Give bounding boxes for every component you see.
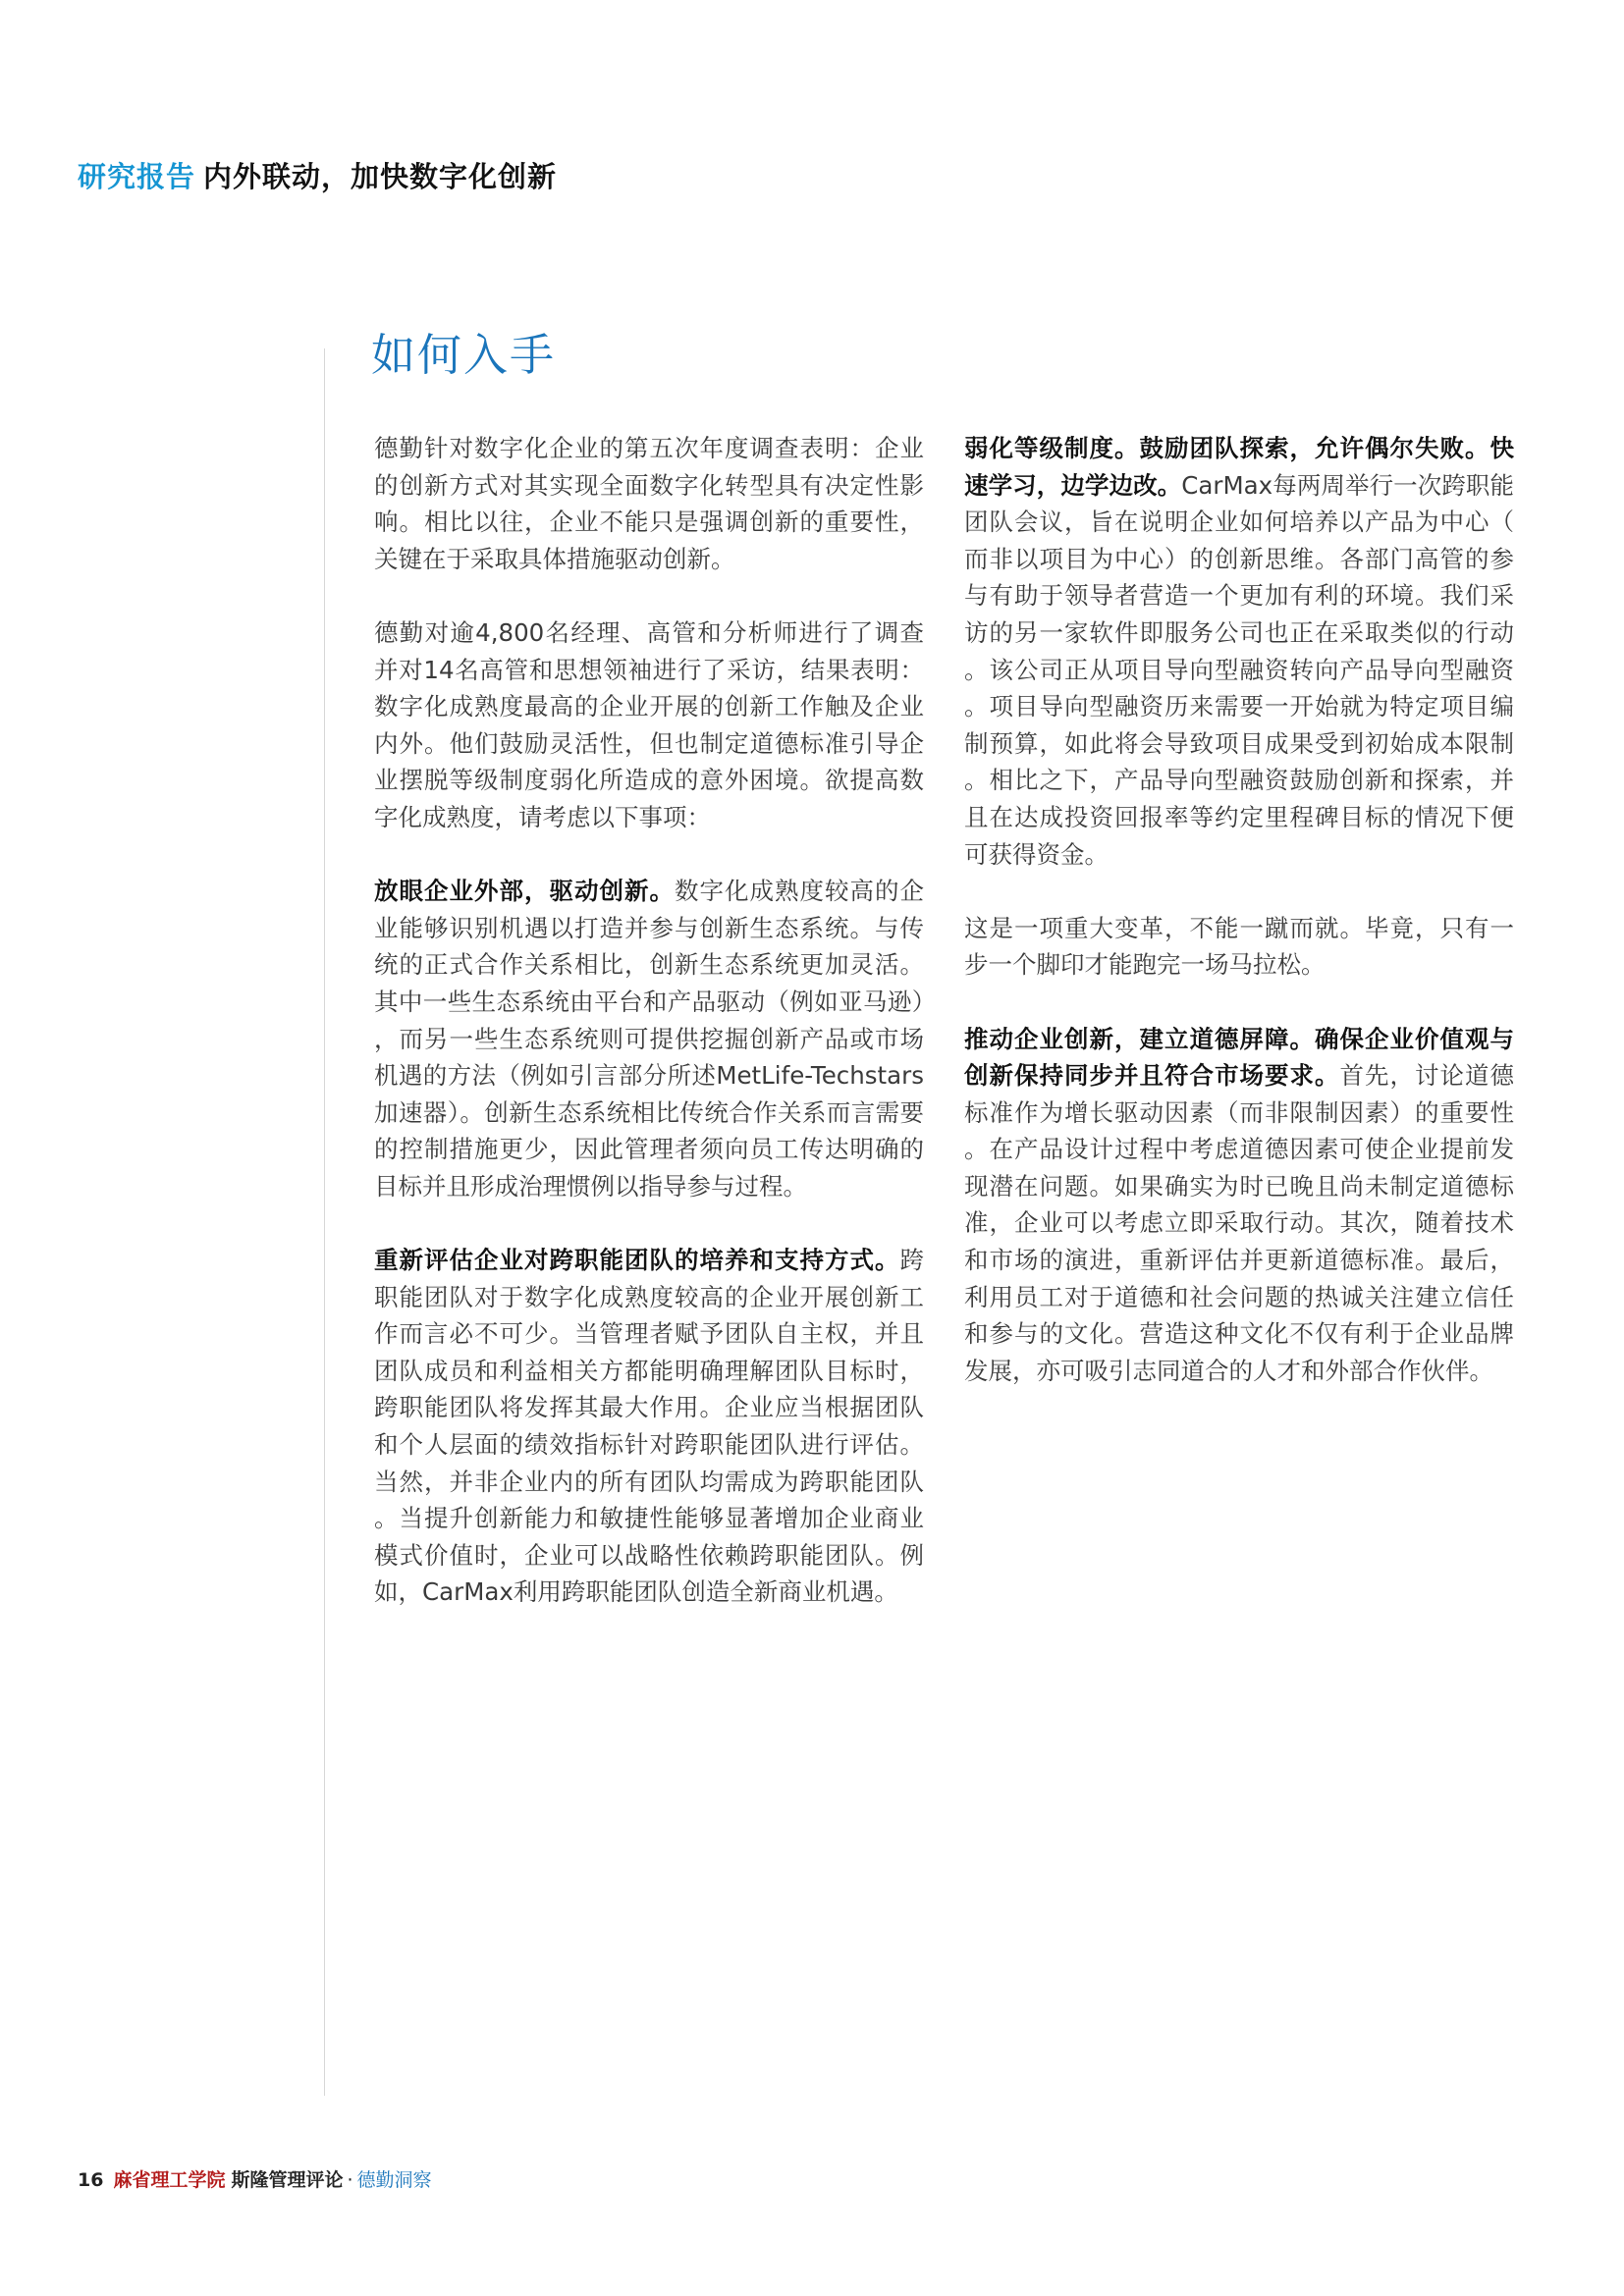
paragraph-survey: 德勤对逾4,800名经理、高管和分析师进行了调查并对14名高管和思想领袖进行了采访，结果表明：数字化成熟度最高的企业开展的创新工作触及企业内外。他们鼓励灵活性，但也制定道德标准引导企业摆脱等级制度弱化所造成的意外困境。欲提高数字化成熟度，请考虑以下事项： (374, 617, 924, 831)
lead-hierarchy: 弱化等级制度。鼓励团队探索，允许偶尔失败。快速学习，边学边改。 (964, 434, 1514, 500)
body-hierarchy: CarMax每两周举行一次跨职能团队会议，旨在说明企业如何培养以产品为中心（而非以项目为中心）的创新思维。各部门高管的参与有助于领导者营造一个更加有利的环境。我们采访的另一家软件即服务公司也正在采取类似的行动。该公司正从项目导向型融资转向产品导向型融资。项目导向型融资历来需要一开始就为特定项目编制预算，如此将会导致项目成果受到初始成本限制。相比之下，产品导向型融资鼓励创新和探索，并且在达成投资回报率等约定里程碑目标的情况下便可获得资金。 (964, 470, 1515, 869)
mit-label: 麻省理工学院 (113, 2169, 226, 2191)
paragraph-hierarchy (964, 430, 1514, 873)
paragraph-intro: 德勤针对数字化企业的第五次年度调查表明：企业的创新方式对其实现全面数字化转型具有决定性影响。相比以往，企业不能只是强调创新的重要性，关键在于采取具体措施驱动创新。 (374, 434, 924, 573)
body-teams: 跨职能团队对于数字化成熟度较高的企业开展创新工作而言必不可少。当管理者赋予团队自主权，并且团队成员和利益相关方都能明确理解团队目标时，跨职能团队将发挥其最大作用。企业应当根据团队和个人层面的绩效指标针对跨职能团队进行评估。当然，并非企业内的所有团队均需成为跨职能团队。当提升创新能力和敏捷性能够显著增加企业商业模式价值时，企业可以战略性依赖跨职能团队。例如，CarMax利用跨职能团队创造全新商业机遇。 (374, 1246, 924, 1607)
report-title: 内外联动，加快数字化创新 (203, 160, 558, 193)
lead-ethics: 推动企业创新，建立道德屏障。确保企业价值观与创新保持同步并且符合市场要求。 (964, 1024, 1514, 1091)
right-column (964, 430, 1514, 1426)
smr-label: 斯隆管理评论 (231, 2169, 344, 2191)
body-ecosystem: 数字化成熟度较高的企业能够识别机遇以打造并参与创新生态系统。与传统的正式合作关系相比，创新生态系统更加灵活。其中一些生态系统由平台和产品驱动（例如亚马逊），而另一些生态系统则可提供挖掘创新产品或市场机遇的方法（例如引言部分所述MetLife-Techstars加速器）。创新生态系统相比传统合作关系而言需要的控制措施更少，因此管理者须向员工传达明确的目标并且形成治理惯例以指导参与过程。 (374, 877, 924, 1201)
page-title: 如何入手 (371, 329, 557, 381)
footer-separator: · (347, 2169, 353, 2191)
paragraph-ecosystem (374, 873, 924, 1204)
deloitte-insights-label: 德勤洞察 (356, 2169, 432, 2191)
section-label: 研究报告 (78, 160, 196, 193)
paragraph-marathon: 这是一项重大变革，不能一蹴而就。毕竟，只有一步一个脚印才能跑完一场马拉松。 (964, 913, 1514, 980)
paragraph-ethics (964, 1021, 1514, 1390)
paragraph-teams (374, 1242, 924, 1611)
column-divider (324, 348, 325, 2096)
body-ethics: 首先，讨论道德标准作为增长驱动因素（而非限制因素）的重要性。在产品设计过程中考虑道德因素可使企业提前发现潜在问题。如果确实为时已晚且尚未制定道德标准，企业可以考虑立即采取行动。其次，随着技术和市场的演进，重新评估并更新道德标准。最后，利用员工对于道德和社会问题的热诚关注建立信任和参与的文化。营造这种文化不仅有利于企业品牌发展，亦可吸引志同道合的人才和外部合作伙伴。 (964, 1061, 1514, 1385)
lead-teams: 重新评估企业对跨职能团队的培养和支持方式。 (374, 1246, 900, 1275)
page-footer (78, 2165, 432, 2192)
page-number: 16 (78, 2169, 104, 2191)
left-column (374, 430, 924, 1648)
running-header (78, 155, 557, 195)
lead-ecosystem: 放眼企业外部，驱动创新。 (374, 877, 675, 906)
